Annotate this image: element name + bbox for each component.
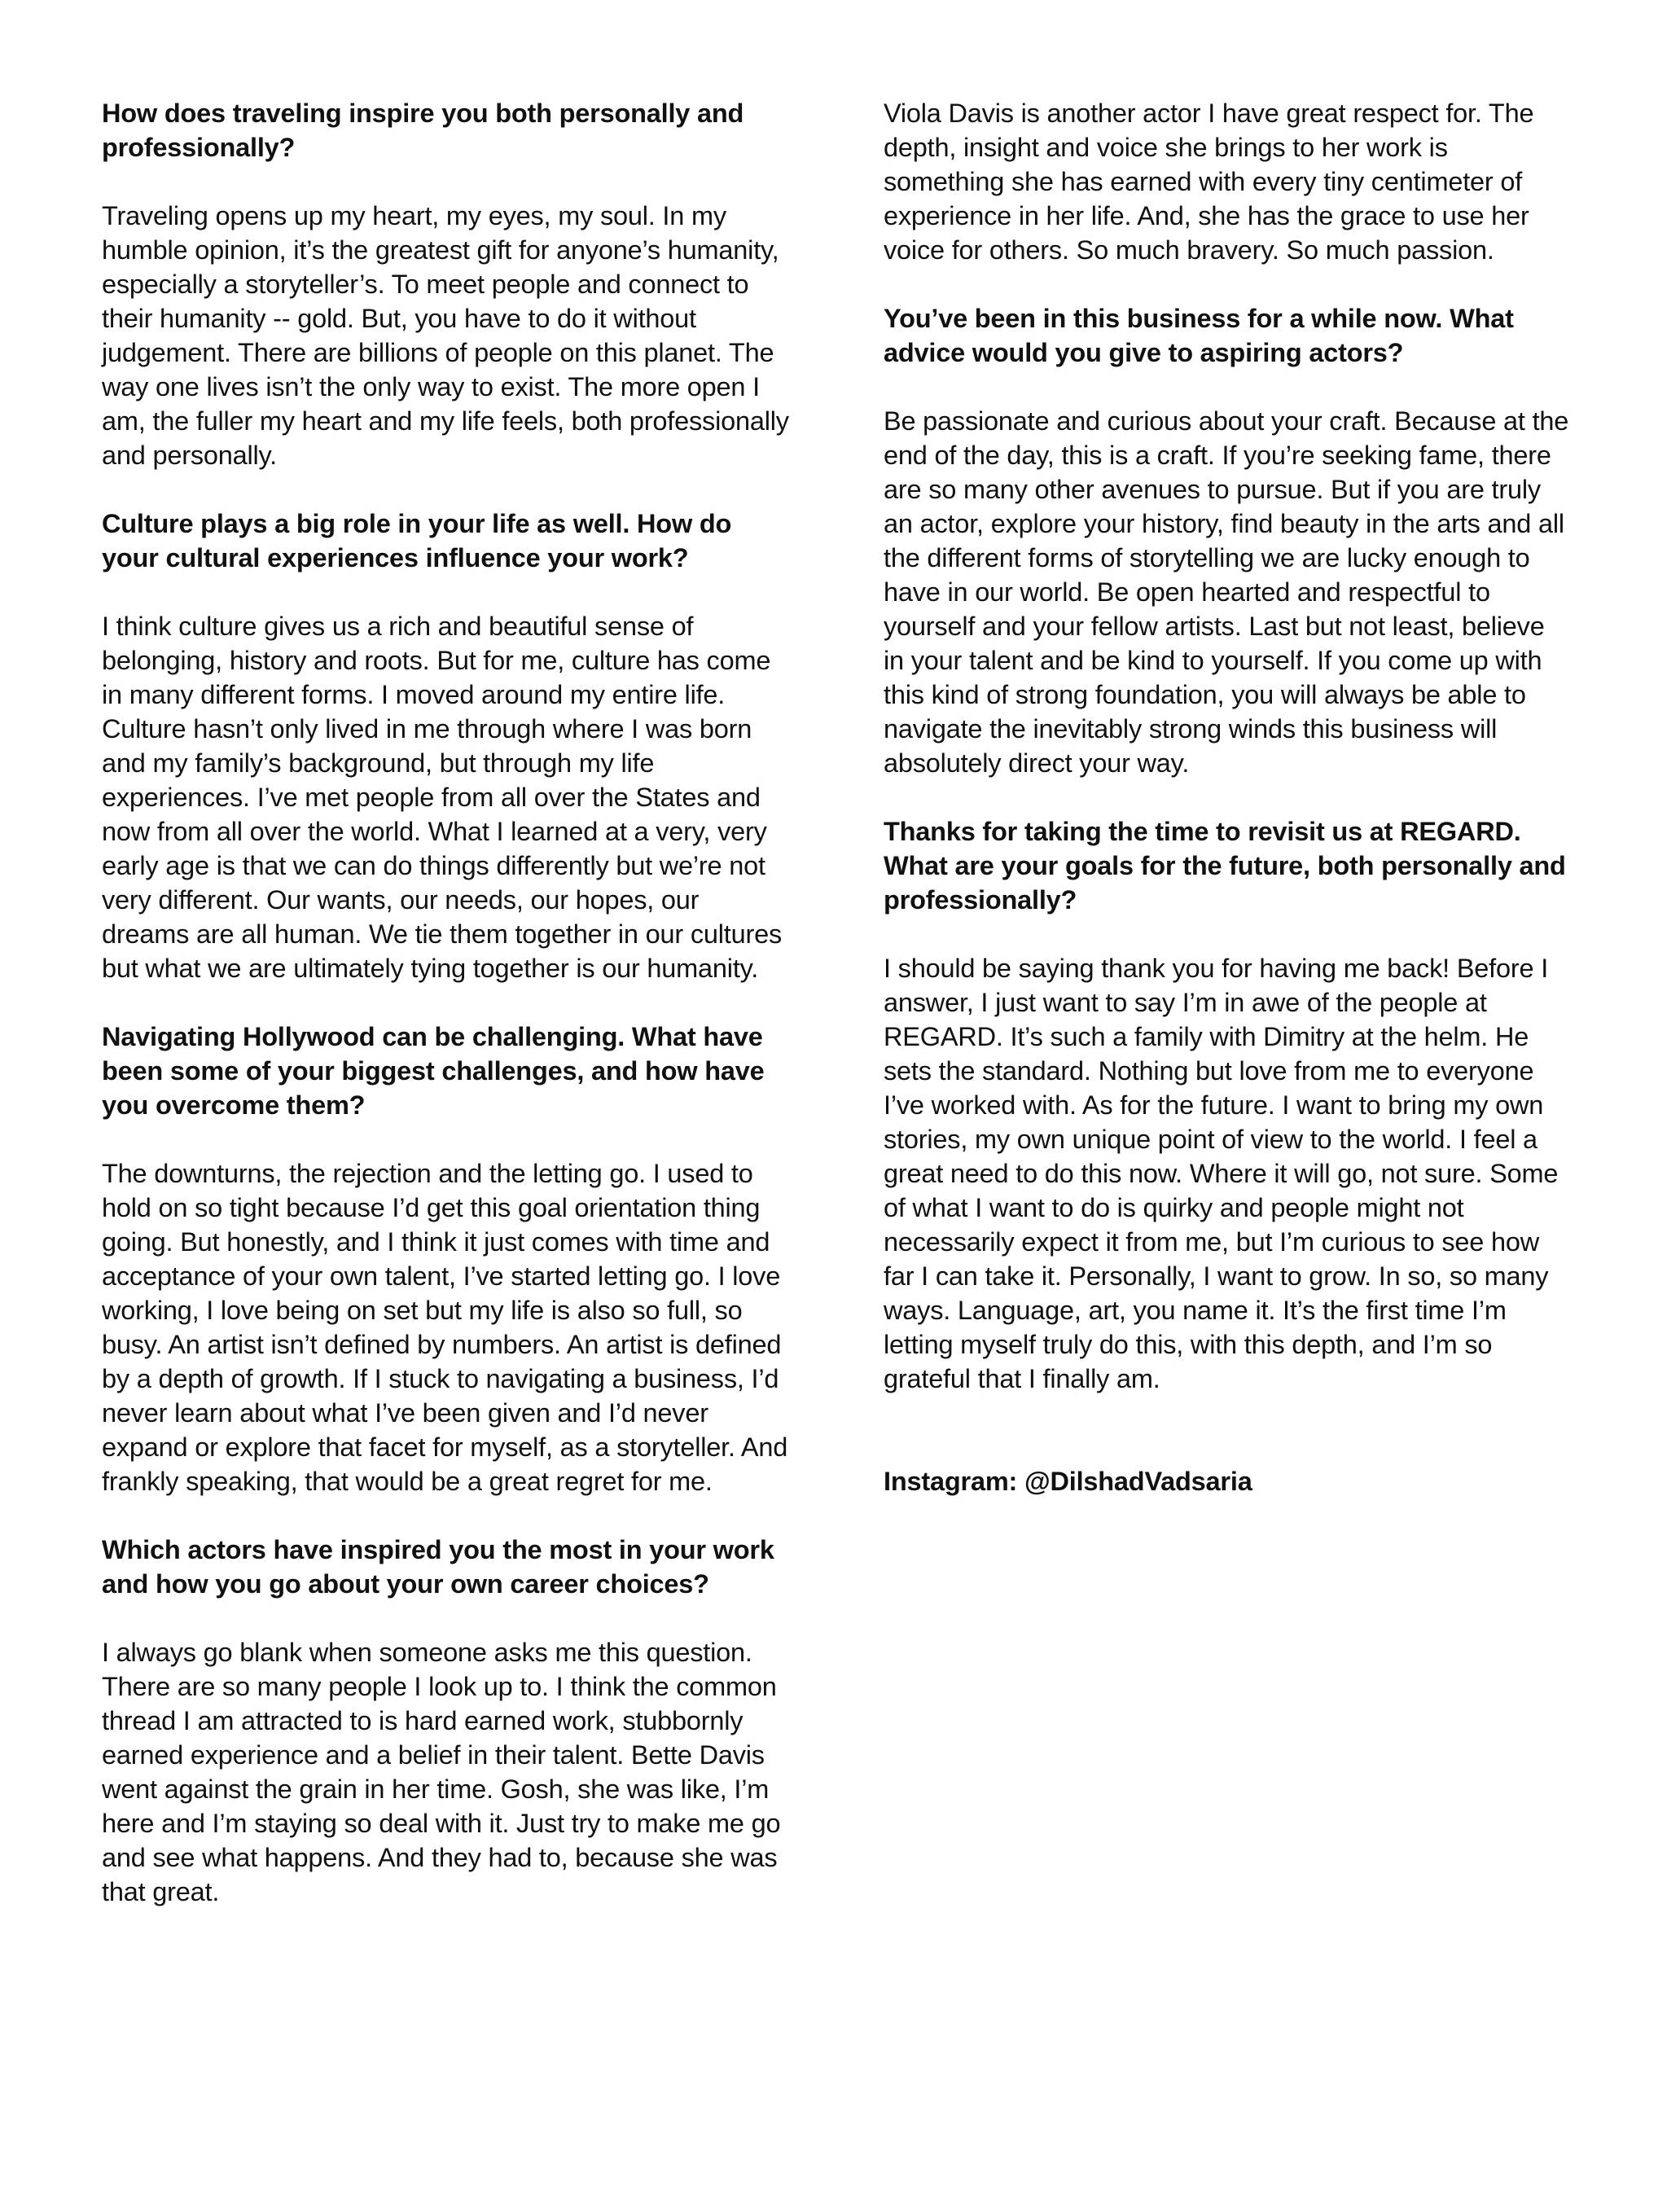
question-advice: You’ve been in this business for a while now. What advice would you give to aspiring actors?	[884, 304, 1514, 367]
answer-traveling: Traveling opens up my heart, my eyes, my soul. In my humble opinion, it’s the greatest gift for anyone’s humanity, especially a storyteller’s. To meet people and connect to their humanity -- gold. But, you have to do it without judgement. There are billions of people on this planet. The way one lives isn’t the only way to exist. The more open I am, the fuller my heart and my life feels, both professionally and personally.	[102, 201, 789, 470]
answer-future-goals: I should be saying thank you for having me back! Before I answer, I just want to say I’m in awe of the people at REGARD. It’s such a family with Dimitry at the helm. He sets the standard. Nothing but love from me to everyone I’ve worked with. As for the future. I want to bring my own stories, my own unique point of view to the world. I feel a great need to do this now. Where it will go, not sure. Some of what I want to do is quirky and people might not necessarily expect it from me, but I’m curious to see how far I can take it. Personally, I want to grow. In so, so many ways. Language, art, you name it. It’s the first time I’m letting myself truly do this, with this depth, and I’m so grateful that I finally am.	[884, 954, 1559, 1393]
answer-advice: Be passionate and curious about your craft. Because at the end of the day, this is a craft. If you’re seeking fame, there are so many other avenues to pursue. But if you are truly an actor, explore your history, find beauty in the arts and all the different forms of storytelling we are lucky enough to have in our world. Be open hearted and respectful to yourself and your fellow artists. Last but not least, believe in your talent and be kind to yourself. If you come up with this kind of strong foundation, you will always be able to navigate the inevitably strong winds this business will absolutely direct your way.	[884, 406, 1569, 778]
right-column	[884, 96, 1572, 1498]
answer-actors-continued: Viola Davis is another actor I have great respect for. The depth, insight and voice she brings to her work is something she has earned with every tiny centimeter of experience in her life. And, she has the grace to use her voice for others. So much bravery. So much passion.	[884, 99, 1534, 265]
instagram-handle: Instagram: @DilshadVadsaria	[884, 1467, 1252, 1496]
question-culture: Culture plays a big role in your life as well. How do your cultural experiences influence your work?	[102, 509, 732, 572]
answer-hollywood: The downturns, the rejection and the letting go. I used to hold on so tight because I’d get this goal orientation thing going. But honestly, and I think it just comes with time and acceptance of your own talent, I’ve started letting go. I love working, I love being on set but my life is also so full, so busy. An artist isn’t defined by numbers. An artist is defined by a depth of growth. If I stuck to navigating a business, I’d never learn about what I’ve been given and I’d never expand or explore that facet for myself, as a storyteller. And frankly speaking, that would be a great regret for me.	[102, 1159, 788, 1496]
question-hollywood: Navigating Hollywood can be challenging. What have been some of your biggest challenges, and how have you overcome them?	[102, 1022, 765, 1120]
question-future-goals: Thanks for taking the time to revisit us at REGARD. What are your goals for the future, both personally and professionally?	[884, 817, 1566, 915]
question-actors: Which actors have inspired you the most in your work and how you go about your own career choices?	[102, 1535, 774, 1599]
answer-actors: I always go blank when someone asks me this question. There are so many people I look up to. I think the common thread I am attracted to is hard earned work, stubbornly earned experience and a belief in their talent. Bette Davis went against the grain in her time. Gosh, she was like, I’m here and I’m staying so deal with it. Just try to make me go and see what happens. And they had to, because she was that great.	[102, 1638, 781, 1906]
left-column	[102, 96, 790, 1909]
question-traveling: How does traveling inspire you both personally and professionally?	[102, 99, 744, 162]
answer-culture: I think culture gives us a rich and beautiful sense of belonging, history and roots. But for me, culture has come in many different forms. I moved around my entire life. Culture hasn’t only lived in me through where I was born and my family’s background, but through my life experiences. I’ve met people from all over the States and now from all over the world. What I learned at a very, very early age is that we can do things differently but we’re not very different. Our wants, our needs, our hopes, our dreams are all human. We tie them together in our cultures but what we are ultimately tying together is our humanity.	[102, 612, 783, 983]
